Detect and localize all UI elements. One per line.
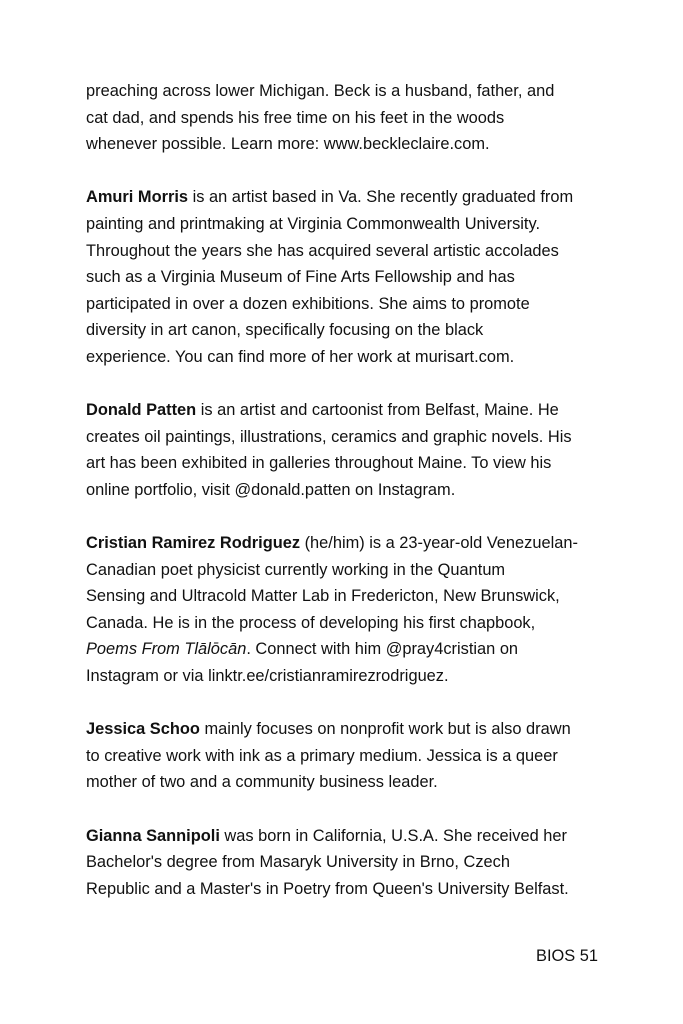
bio-line xyxy=(86,557,606,584)
bio-text: to creative work with ink as a primary medium. Jessica is a queer xyxy=(86,746,558,765)
bio-line xyxy=(86,397,606,424)
bio-line xyxy=(86,264,606,291)
bio-text: Sensing and Ultracold Matter Lab in Fredericton, New Brunswick, xyxy=(86,587,560,606)
person-name: Amuri Morris xyxy=(86,188,189,207)
bio-text: mother of two and a community business leader. xyxy=(86,773,438,792)
bio-line xyxy=(86,583,606,610)
bio-paragraph-jessica-schoo xyxy=(86,716,606,796)
bio-line xyxy=(86,823,606,850)
bio-line xyxy=(86,238,606,265)
page-number: BIOS 51 xyxy=(536,947,598,965)
bio-text: experience. You can find more of her work at murisart.com. xyxy=(86,347,515,366)
bio-line xyxy=(86,291,606,318)
bio-line xyxy=(86,716,606,743)
bio-paragraph-beck xyxy=(86,78,606,158)
bio-text: (he/him) is a 23-year-old Venezuelan- xyxy=(300,534,578,553)
person-name: Gianna Sannipoli xyxy=(86,826,220,845)
bio-text: online portfolio, visit @donald.patten on Instagram. xyxy=(86,480,456,499)
bio-line xyxy=(86,450,606,477)
bio-text: Republic and a Master's in Poetry from Queen's University Belfast. xyxy=(86,879,569,898)
bio-text: art has been exhibited in galleries throughout Maine. To view his xyxy=(86,454,552,473)
bio-paragraph-cristian-ramirez-rodriguez xyxy=(86,530,606,690)
bio-line xyxy=(86,530,606,557)
bio-text: participated in over a dozen exhibitions. She aims to promote xyxy=(86,294,530,313)
bio-text: is an artist and cartoonist from Belfast, Maine. He xyxy=(196,401,559,420)
bio-line xyxy=(86,317,606,344)
bio-line xyxy=(86,743,606,770)
bio-line xyxy=(86,663,606,690)
bio-text: diversity in art canon, specifically focusing on the black xyxy=(86,321,484,340)
bio-text: was born in California, U.S.A. She received her xyxy=(219,826,567,845)
bio-text: . Connect with him @pray4cristian on xyxy=(246,640,519,659)
bio-line xyxy=(86,424,606,451)
bio-text: is an artist based in Va. She recently graduated from xyxy=(188,188,574,207)
bio-line xyxy=(86,610,606,637)
bio-text: cat dad, and spends his free time on his feet in the woods xyxy=(86,108,505,127)
bio-text: Canada. He is in the process of developing his first chapbook, xyxy=(86,613,536,632)
bio-line xyxy=(86,769,606,796)
bio-paragraph-gianna-sannipoli xyxy=(86,823,606,903)
bio-text: painting and printmaking at Virginia Commonwealth University. xyxy=(86,214,540,233)
bio-line xyxy=(86,78,606,105)
bio-line xyxy=(86,344,606,371)
person-name: Donald Patten xyxy=(86,401,197,420)
bio-paragraph-amuri-morris xyxy=(86,184,606,370)
book-title: Poems From Tlālōcān xyxy=(86,640,247,659)
bio-text: Bachelor's degree from Masaryk University in Brno, Czech xyxy=(86,853,510,872)
bio-line xyxy=(86,105,606,132)
bio-paragraph-donald-patten xyxy=(86,397,606,503)
bio-line xyxy=(86,876,606,903)
bio-text: such as a Virginia Museum of Fine Arts Fellowship and has xyxy=(86,268,515,287)
person-name: Cristian Ramirez Rodriguez xyxy=(86,534,301,553)
bios-content xyxy=(86,78,606,929)
bio-line xyxy=(86,131,606,158)
bio-text: Instagram or via linktr.ee/cristianramirezrodriguez. xyxy=(86,667,449,686)
bio-text: preaching across lower Michigan. Beck is a husband, father, and xyxy=(86,82,555,100)
bio-line xyxy=(86,184,606,211)
bio-line xyxy=(86,636,606,663)
bio-line xyxy=(86,849,606,876)
person-name: Jessica Schoo xyxy=(86,720,200,739)
bio-line xyxy=(86,211,606,238)
bio-line xyxy=(86,477,606,504)
bio-text: Canadian poet physicist currently working in the Quantum xyxy=(86,560,506,579)
bio-text: creates oil paintings, illustrations, ceramics and graphic novels. His xyxy=(86,427,572,446)
bio-text: Throughout the years she has acquired several artistic accolades xyxy=(86,241,559,260)
bio-text: mainly focuses on nonprofit work but is also drawn xyxy=(199,720,571,739)
bio-text: whenever possible. Learn more: www.beckleclaire.com. xyxy=(86,135,490,154)
